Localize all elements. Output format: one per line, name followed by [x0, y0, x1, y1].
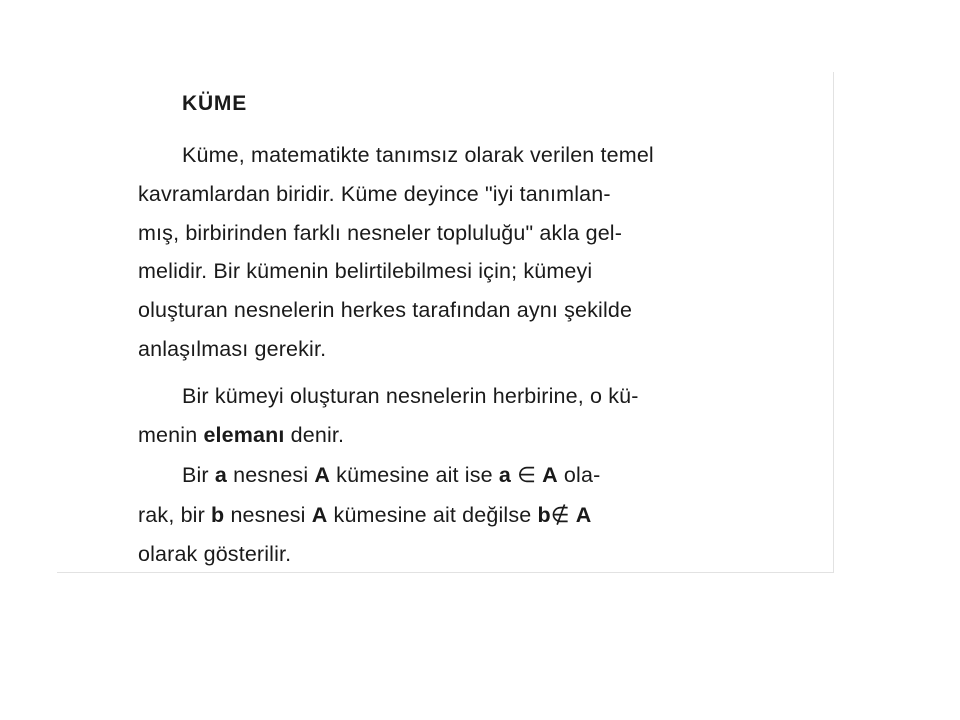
text-line-6: anlaşılması gerekir.	[138, 337, 327, 361]
text-line-3: mış, birbirinden farklı nesneler topluluğu" akla gel-	[138, 221, 623, 245]
text-line-7: Bir kümeyi oluşturan nesnelerin herbirine, o kü-	[182, 384, 639, 408]
set-A: A	[314, 463, 331, 487]
var-b: b	[211, 503, 225, 527]
text-line-2: kavramlardan biridir. Küme deyince "iyi tanımlan-	[138, 182, 611, 206]
set-A-3: A	[311, 503, 328, 527]
text-fragment: Bir	[182, 463, 215, 487]
text-fragment: kümesine ait ise	[330, 463, 499, 487]
text-fragment: denir.	[284, 423, 345, 447]
text-fragment: rak, bir	[138, 503, 212, 527]
set-A-4: A	[575, 503, 592, 527]
text-line-4: melidir. Bir kümenin belirtilebilmesi için; kümeyi	[138, 259, 593, 283]
text-fragment: nesnesi	[224, 503, 312, 527]
text-line-9	[182, 462, 600, 489]
text-line-1: Küme, matematikte tanımsız olarak verilen temel	[182, 143, 654, 167]
var-a: a	[214, 463, 227, 487]
text-fragment: menin	[138, 423, 204, 447]
element-of-symbol: ∈	[517, 463, 536, 488]
var-b-2: b	[537, 503, 551, 527]
not-element-of-symbol: ∉	[550, 503, 570, 528]
term-eleman: elemanı	[203, 423, 285, 447]
section-title: KÜME	[182, 92, 248, 115]
text-line-10	[138, 502, 591, 529]
text-line-11: olarak gösterilir.	[138, 542, 292, 566]
text-line-5: oluşturan nesnelerin herkes tarafından aynı şekilde	[138, 298, 633, 322]
text-fragment: ola-	[557, 463, 601, 487]
text-line-8	[138, 422, 344, 448]
text-fragment: kümesine ait değilse	[327, 503, 538, 527]
var-a-2: a	[498, 463, 511, 487]
set-A-2: A	[542, 463, 558, 487]
text-fragment: nesnesi	[226, 463, 315, 487]
